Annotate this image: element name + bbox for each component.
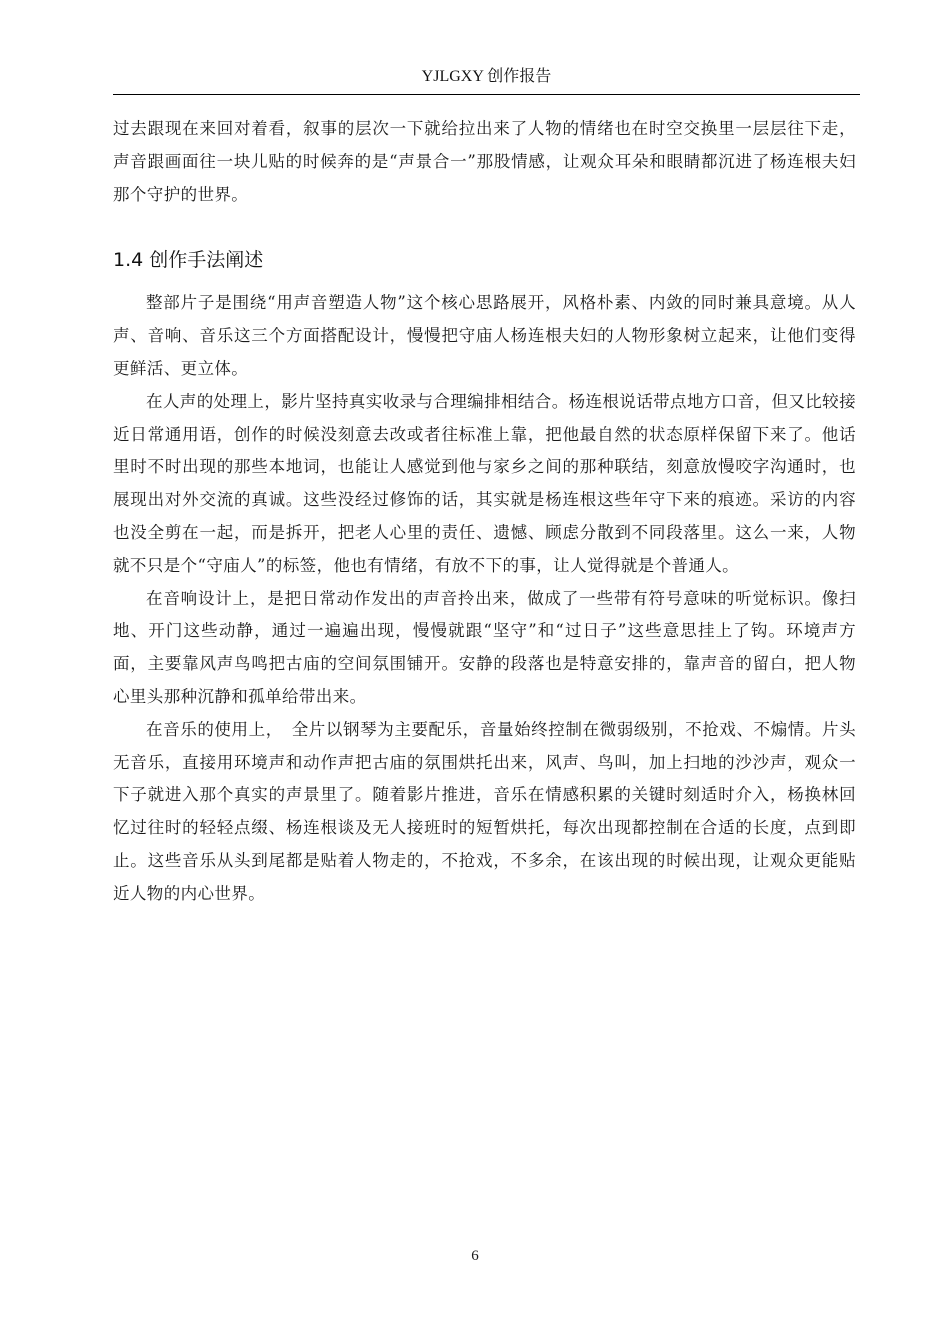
body-paragraph: 在音乐的使用上， 全片以钢琴为主要配乐，音量始终控制在微弱级别，不抢戏、不煽情。片头无音乐，直接用环境声和动作声把古庙的氛围烘托出来，风声、鸟叫，加上扫地的沙沙声，观众一下子就进入那个真实的声景里了。随着影片推进，音乐在情感积累的关键时刻适时介入，杨换林回忆过往时的轻轻点缀、杨连根谈及无人接班时的短暂烘托，每次出现都控制在合适的长度，点到即止。这些音乐从头到尾都是贴着人物走的，不抢戏，不多余，在该出现的时候出现，让观众更能贴近人物的内心世界。 [113,719,856,903]
intro-paragraph: 过去跟现在来回对着看，叙事的层次一下就给拉出来了人物的情绪也在时空交换里一层层往下走，声音跟画面往一块儿贴的时候奔的是“声景合一”那股情感，让观众耳朵和眼睛都沉进了杨连根夫妇那个守护的世界。 [113,119,856,204]
page-content [113,113,856,911]
body-paragraph: 在人声的处理上，影片坚持真实收录与合理编排相结合。杨连根说话带点地方口音，但又比较接近日常通用语，创作的时候没刻意去改或者往标准上靠，把他最自然的状态原样保留下来了。他话里时不时出现的那些本地词，也能让人感觉到他与家乡之间的那种联结，刻意放慢咬字沟通时，也展现出对外交流的真诚。这些没经过修饰的话，其实就是杨连根这些年守下来的痕迹。采访的内容也没全剪在一起，而是拆开，把老人心里的责任、遗憾、顾虑分散到不同段落里。这么一来，人物就不只是个“守庙人”的标签，他也有情绪，有放不下的事，让人觉得就是个普通人。 [113,391,856,575]
page-header: YJLGXY 创作报告 [113,66,860,95]
body-paragraph: 在音响设计上，是把日常动作发出的声音拎出来，做成了一些带有符号意味的听觉标识。像扫地、开门这些动静，通过一遍遍出现，慢慢就跟“坚守”和“过日子”这些意思挂上了钩。环境声方面，主要靠风声鸟鸣把古庙的空间氛围铺开。安静的段落也是特意安排的，靠声音的留白，把人物心里头那种沉静和孤单给带出来。 [113,588,856,706]
body-paragraph: 整部片子是围绕“用声音塑造人物”这个核心思路展开，风格朴素、内敛的同时兼具意境。从人声、音响、音乐这三个方面搭配设计，慢慢把守庙人杨连根夫妇的人物形象树立起来，让他们变得更鲜活、更立体。 [113,293,856,378]
section-heading: 1.4 创作手法阐述 [113,249,264,272]
page-number: 6 [471,1248,479,1264]
